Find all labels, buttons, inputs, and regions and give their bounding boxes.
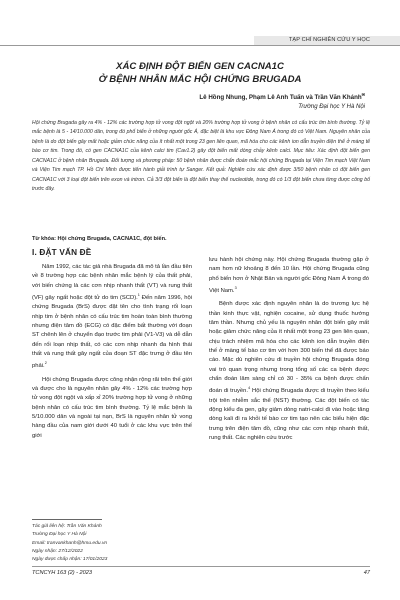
- citation-ref: 4: [248, 386, 251, 391]
- right-column: [209, 256, 369, 443]
- body-text: Hội chứng Brugada được di truyền theo kiểu trội trên nhiễm sắc thể (NST) thường. Các đột biến có tác động kiểu đa gen, gây giảm dòng natri-calci đi vào hoặc tăng dòng kali đi ra khỏi tế bào cơ tim tạo nên các biểu hiện đặc trưng trên điện tâm đồ, cũng như các cơn nhịp nhanh thất, rung thất. Các nghiên cứu trước: [209, 388, 369, 442]
- journal-section-label: TẠP CHÍ NGHIÊN CỨU Y HỌC: [254, 36, 400, 45]
- footnote-author: Tác giả liên hệ: Trần Văn Khánh: [32, 524, 102, 529]
- body-text: lưu hành hội chứng này. Hội chứng Brugada thường gặp ở nam hơn nữ khoảng 8 đến 10 lần. Hội chứng Brugada cũng phổ biến hơn ở Nhật Bản và người gốc Đông Nam Á trong đó Việt Nam.: [209, 257, 369, 294]
- author-names: Lê Hồng Nhung, Phạm Lê Anh Tuấn và Trần Văn Khánh: [199, 94, 362, 102]
- footnote-email: Email: tranvankhanh@hmu.edu.vn: [32, 540, 108, 546]
- keywords: Từ khóa: Hội chứng Brugada, CACNA1C, đột biến.: [32, 236, 167, 242]
- title-line-2: Ở BỆNH NHÂN MẮC HỘI CHỨNG BRUGADA: [98, 74, 302, 85]
- footnote-affiliation: Trường Đại học Y Hà Nội: [32, 532, 87, 538]
- header-rule: [0, 45, 400, 46]
- section-heading: I. ĐẶT VẤN ĐỀ: [32, 248, 92, 257]
- footnote-accepted-date: Ngày được chấp nhận: 17/01/2023: [32, 557, 108, 563]
- body-text: Bệnh được xác định nguyên nhân là do trương lực hệ thần kinh thực vật, nghiện cocaine, sử dụng thuốc hướng tâm thần. Nhưng chủ yếu là nguyên nhân đột biến gây mất hoặc giảm chức năng của ít nhất một trong 23 gen liên quan, chịu trách nhiệm mã hóa cho các kênh ion dẫn truyền điện thế ở màng tế bào cơ tim với hơn 300 biến thể đã được báo cáo. Mặc dù nghiên cứu di truyền hội chứng Brugada đóng vai trò quan trọng nhưng trong tổng số các ca bệnh được chẩn đoán lâm sàng chỉ có 30 - 35% ca bệnh được chẩn đoán di truyền.: [209, 301, 369, 395]
- abstract-text: Hội chứng Brugada gây ra 4% - 12% các trường hợp tử vong đột ngột và 20% trường hợp tử vong ở bệnh nhân có cấu trúc tim bình thường. Tỷ lệ mắc bệnh là 5 - 14/10.000 dân, trong đó phổ biến ở những người gốc Á, đặc biệt là khu vực Đông Nam Á trong đó có Việt Nam. Nguyên nhân của bệnh là do đột biến gây mất hoặc giảm chức năng của ít nhất một trong 23 gen liên quan, mã hóa cho các kênh ion dẫn truyền điện thế ở màng tế bào cơ tim. Trong đó, có gen CACNA1C của kênh calci tim (Cav1.2) gây đột biến mất dòng chảy kênh calci. Mục tiêu: Xác định đột biến gen CACNA1C ở bệnh nhân Brugada. Đối tượng và phương pháp: 50 bệnh nhân được chẩn đoán mắc hội chứng Brugada tại Viện Tim mạch Việt Nam và Viện Tim mạch TP. Hồ Chí Minh được tiến hành giải trình tự Sanger. Kết quả: Nghiên cứu xác định được 3/50 bệnh nhân có đột biến gen CACNA1C với 3 loại đột biến trên exon và intron. Cả 3/3 đột biến là đột biến thay thế nucleotide, trong đó có 1/3 đột biến chưa từng được công bố trước đây.: [32, 120, 370, 193]
- title-line-1: XÁC ĐỊNH ĐỘT BIẾN GEN CACNA1C: [116, 61, 284, 72]
- body-paragraph: [32, 263, 192, 372]
- citation-ref: 3: [234, 286, 237, 291]
- citation-ref: 2: [44, 361, 47, 366]
- body-paragraph: [209, 300, 369, 443]
- footnote-rule: [32, 519, 102, 520]
- page-number: 47: [363, 570, 370, 576]
- body-paragraph: [209, 256, 369, 296]
- corresponding-author-icon: ✉: [361, 92, 365, 97]
- body-text: Năm 1992, các tác giả nhà Brugada đã mô tả lần đầu tiên về 8 trường hợp các bệnh nhân mắc bệnh lý của thất phải, với biến chứng là các cơn nhịp nhanh thất (VT) và rung thất (VF) gây ngất hoặc đột tử do tim (SCD).: [32, 264, 192, 301]
- body-text: Đến năm 1996, hội chứng Brugada (BrS) được đặt tên cho tình trạng rối loạn nhịp tim ở bệnh nhân có cấu trúc tim hoàn toàn bình thường nhưng điện tâm đồ (ECG) có đặc điểm bất thường với đoạn ST chênh lên ở chuyển đạo trước tim phải (V1-V3) và dễ dẫn đến rối loạn nhịp thất, có các cơn nhịp nhanh đa hình thái thất và rung thất gây ngất của đoạn ST đặc trưng ở đầu tên phải.: [32, 294, 192, 370]
- article-title: [40, 60, 360, 86]
- body-paragraph: [32, 376, 192, 441]
- journal-issue: TCNCYH 163 (2) - 2023: [32, 570, 92, 576]
- body-text: Hội chứng Brugada được công nhận rộng rãi trên thế giới và được cho là nguyên nhân gây 4% - 12% các trường hợp tử vong đột ngột và xấp xỉ 20% trường hợp tử vong ở những bệnh nhân có cấu trúc tim bình thường. Tỷ lệ mắc bệnh là 5/10.000 dân và ngoài tại nạn, BrS là nguyên nhân tử vong hàng đầu của nam giới dưới 40 tuổi ở các khu vực trên thế giới: [32, 376, 192, 439]
- left-column: [32, 263, 192, 441]
- abstract: [32, 119, 370, 195]
- footer-rule: [32, 566, 370, 567]
- citation-ref: 1: [137, 293, 140, 298]
- footnote-received-date: Ngày nhận: 27/12/2022: [32, 548, 83, 554]
- author-affiliation: Trường Đại học Y Hà Nội: [298, 104, 365, 110]
- correspondence-footnote: [32, 523, 192, 564]
- author-list: [40, 92, 365, 101]
